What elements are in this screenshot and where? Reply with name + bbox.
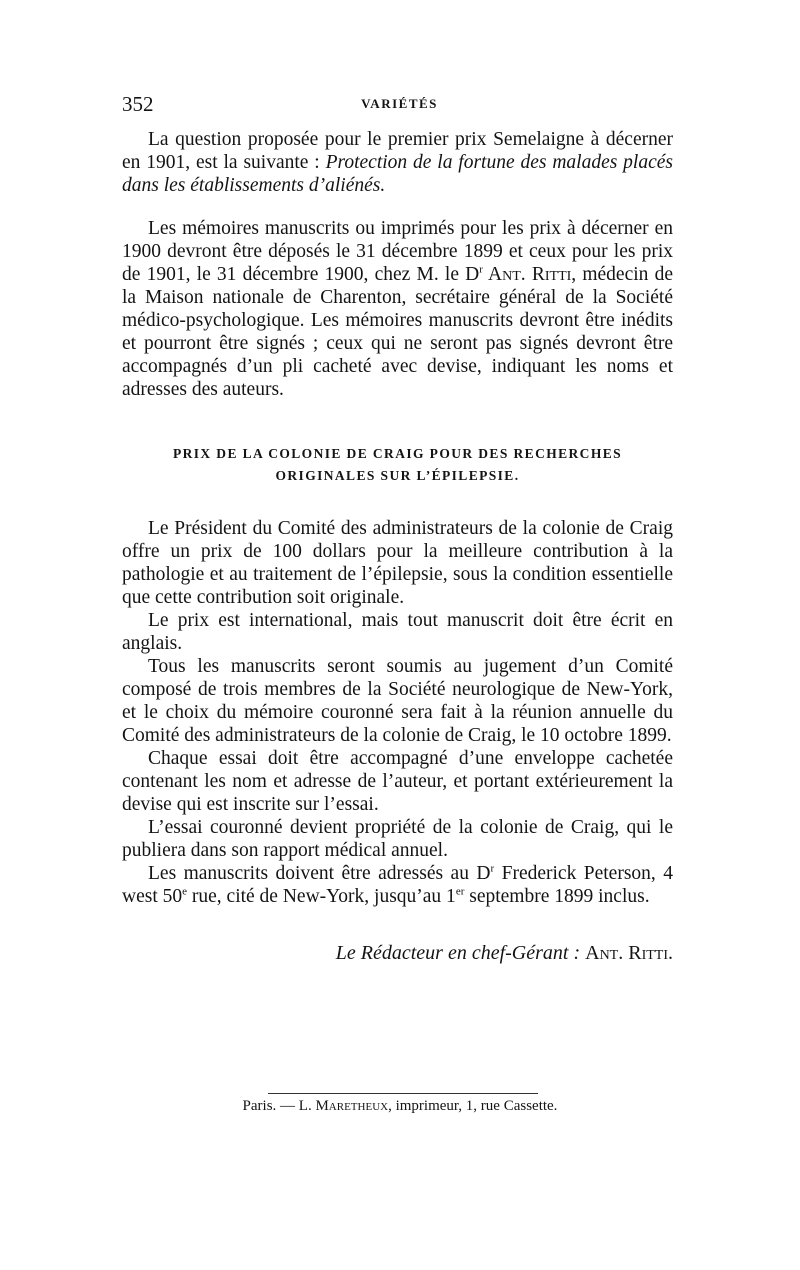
prize-question-italic: Protection de la fortune des malades placés dans les établissements d’aliénés. <box>122 152 673 196</box>
paragraph-text: Les manuscrits doivent être adressés au D <box>148 863 491 884</box>
paragraph: Tous les manuscrits seront soumis au jugement d’un Comité composé de trois membres de la Société neurologique de New-York, et le choix du mémoire couronné sera fait à la réunion annuelle du Comité des administrateurs de la colonie de Craig, le 10 octobre 1899. <box>122 656 673 746</box>
section-title-line: ORIGINALES SUR L’ÉPILEPSIE. <box>275 468 520 483</box>
paragraph-text: rue, cité de New-York, jusqu’au 1 <box>187 886 456 907</box>
paragraph: L’essai couronné devient propriété de la colonie de Craig, qui le publiera dans son rapport médical annuel. <box>122 817 673 861</box>
signature-title: Le Rédacteur en chef-Gérant : <box>335 942 581 964</box>
paragraph-prix-semelaigne <box>122 128 673 197</box>
paragraph-text: septembre 1899 inclus. <box>464 886 650 907</box>
superscript: r <box>490 862 495 875</box>
paragraph-text: Les mémoires manuscrits ou imprimés pour les prix à décerner en 1900 devront être déposés le 31 décembre 1899 et ceux pour les prix de 1901, le 31 décembre 1900, chez M. le D <box>122 218 673 285</box>
paragraph: Le prix est international, mais tout manuscrit doit être écrit en anglais. <box>122 610 673 654</box>
section-title-line: PRIX DE LA COLONIE DE CRAIG POUR DES RECHERCHES <box>172 446 623 461</box>
signature <box>122 942 673 965</box>
paragraph-submission-address <box>122 862 673 908</box>
paragraph-text: La question proposée pour le premier prix Semelaigne à décerner en 1901, est la suivante : <box>122 129 673 173</box>
superscript: r <box>479 263 483 276</box>
paragraph-text: , médecin de la Maison nationale de Charenton, secrétaire général de la Société médico-psychologique. Les mémoires manuscrits devront être inédits et pourront être signés ; ceux qui ne seront pas signés devront être accompagnés d’un pli cacheté avec devise, indiquant les noms et adresses des auteurs. <box>122 264 673 400</box>
body-text <box>122 128 673 965</box>
signature-name: Ant. Ritti. <box>585 942 673 964</box>
section-title <box>122 443 673 487</box>
superscript: er <box>455 885 465 898</box>
printer-name: Maretheux <box>315 1098 389 1114</box>
superscript: e <box>182 885 188 898</box>
paragraph: Le Président du Comité des administrateurs de la colonie de Craig offre un prix de 100 dollars pour la meilleure contribution à la pathologie et au traitement de l’épilepsie, sous la condition essentielle que cette contribution soit originale. <box>122 518 673 608</box>
paragraph-text: Frederick Peterson, 4 west 50 <box>122 863 673 907</box>
author-name: Ant. Ritti <box>482 264 572 285</box>
page-header <box>122 92 677 116</box>
running-head: VARIÉTÉS <box>361 96 438 111</box>
paragraph-deposit-rules <box>122 217 673 401</box>
page-number: 352 <box>122 92 154 116</box>
imprint-text: , imprimeur, 1, rue Cassette. <box>388 1098 558 1114</box>
imprint-divider <box>268 1093 538 1094</box>
imprint-line <box>0 1098 800 1115</box>
paragraph: Chaque essai doit être accompagné d’une enveloppe cachetée contenant les nom et adresse de l’auteur, et portant extérieurement la devise qui est inscrite sur l’essai. <box>122 748 673 815</box>
imprint-text: Paris. — L. <box>242 1098 316 1114</box>
